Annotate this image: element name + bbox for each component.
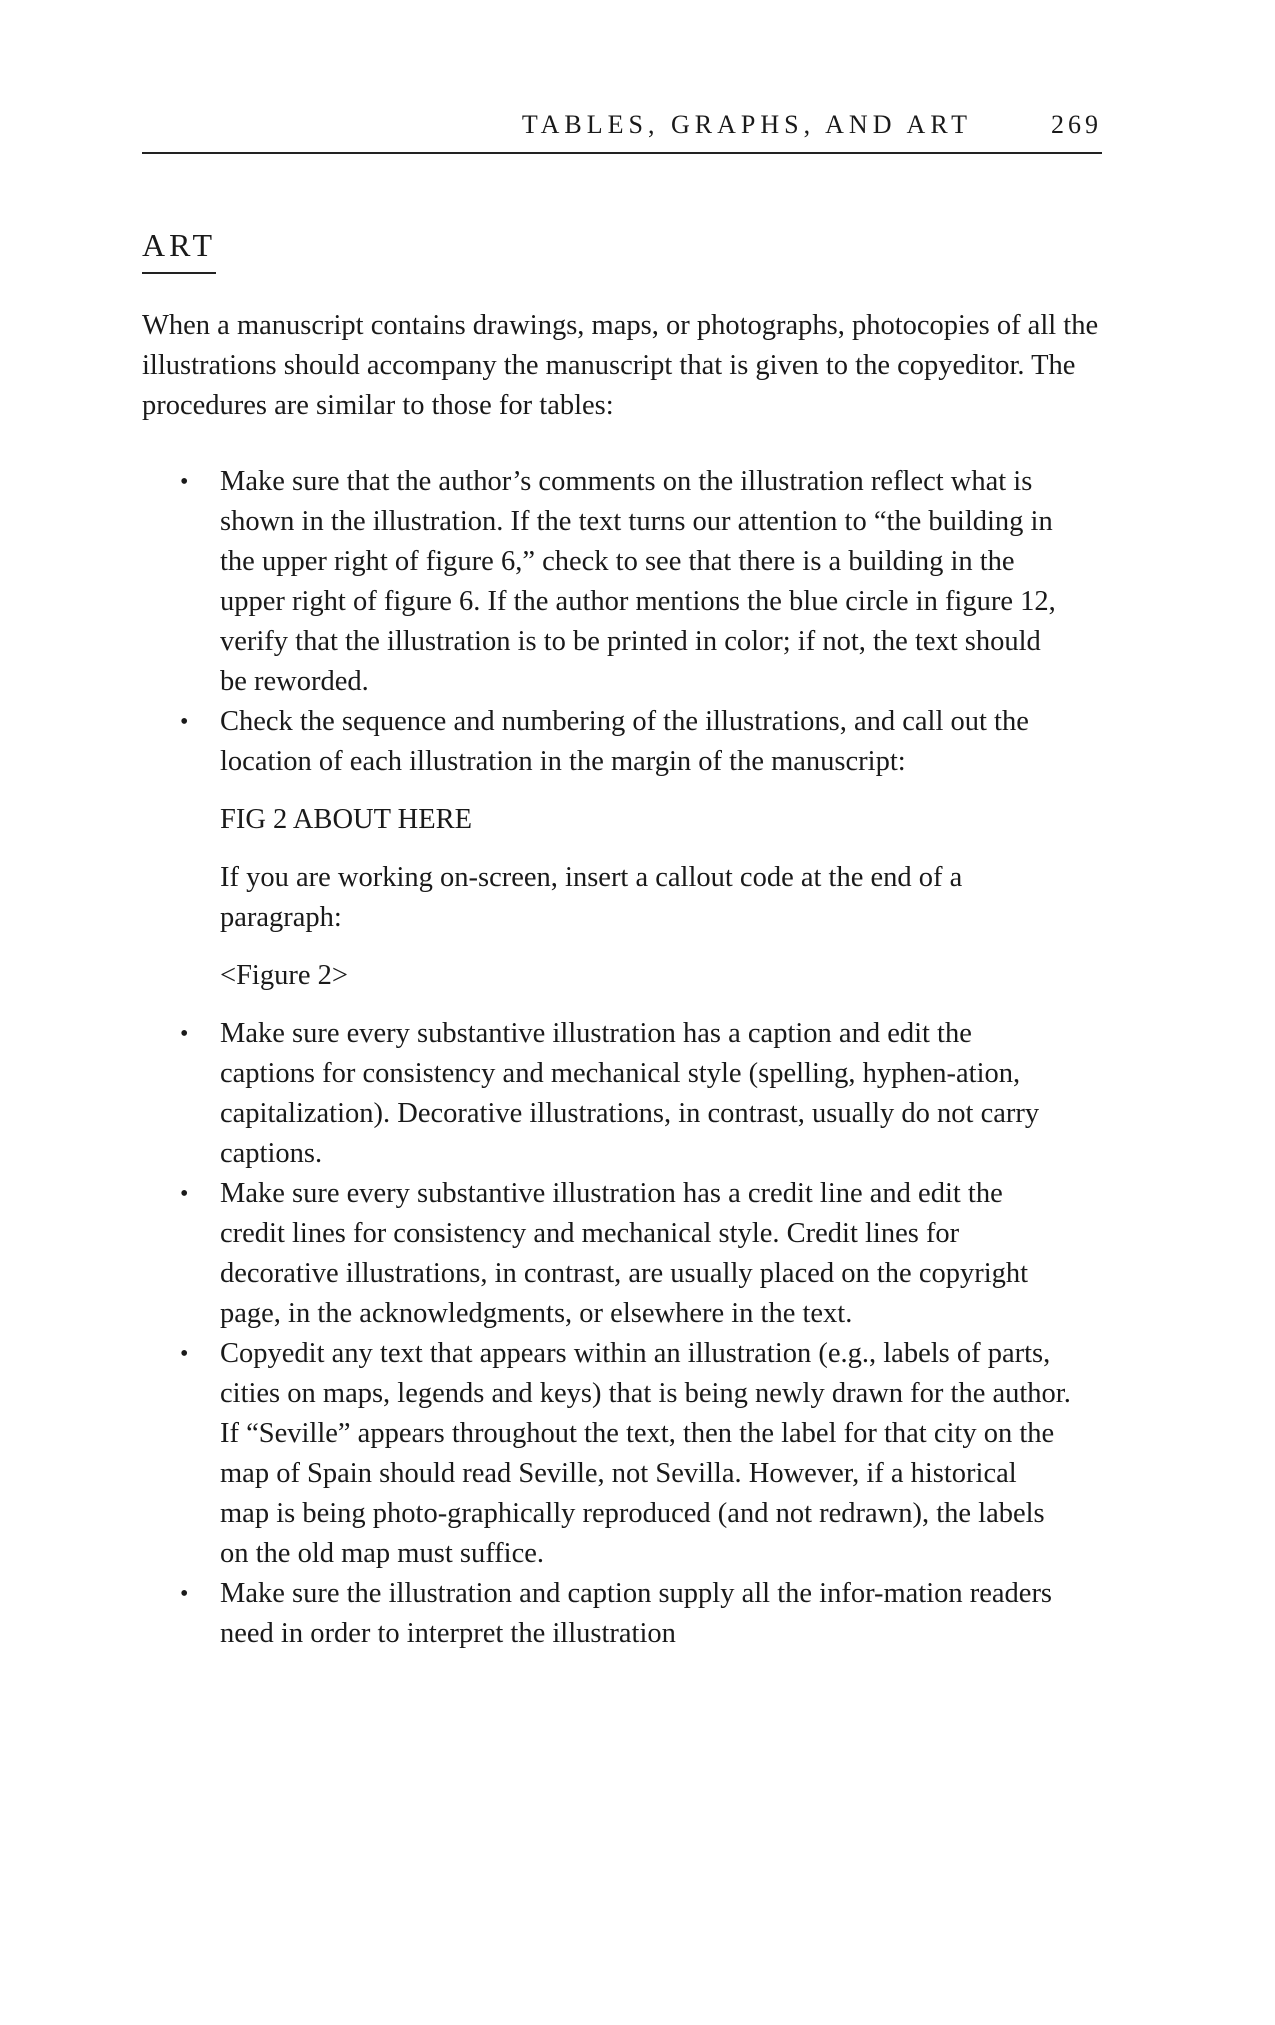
onscreen-note: If you are working on-screen, insert a callout code at the end of a paragraph:	[220, 862, 963, 933]
page-number: 269	[1051, 110, 1102, 139]
running-title: TABLES, GRAPHS, AND ART	[521, 110, 972, 139]
list-item-text: Make sure that the author’s comments on the illustration reflect what is shown in the illustration. If the text turns our attention to “the building in the upper right of figure 6,” check to see that there is a building in the upper right of figure 6. If the author mentions the blue circle in figure 12, verify that the illustration is to be printed in color; if not, the text should be reworded.	[220, 466, 1056, 697]
list-item	[142, 462, 1102, 702]
list-item-text: Make sure every substantive illustration has a credit line and edit the credit lines for consistency and mechanical style. Credit lines for decorative illustrations, in contrast, are usually placed on the copyright page, in the acknowledgments, or elsewhere in the text.	[220, 1178, 1029, 1329]
callout-example: FIG 2 ABOUT HERE	[220, 804, 473, 835]
list-item	[142, 1014, 1102, 1174]
bullet-icon: •	[180, 709, 189, 735]
list-item-text: Copyedit any text that appears within an illustration (e.g., labels of parts, cities on maps, legends and keys) that is being newly drawn for the author. If “Seville” appears throughout the text, then the label for that city on the map of Spain should read Seville, not Sevilla. However, if a historical map is being photo-graphically reproduced (and not redrawn), the labels on the old map must suffice.	[220, 1338, 1071, 1569]
bullet-list	[142, 462, 1102, 1654]
bullet-icon: •	[180, 1021, 189, 1047]
list-item-text: Check the sequence and numbering of the illustrations, and call out the location of each illustration in the margin of the manuscript:	[220, 706, 1029, 777]
running-head	[142, 110, 1102, 154]
list-item-text: Make sure the illustration and caption supply all the infor-mation readers need in order to interpret the illustration	[220, 1578, 1053, 1649]
callout-code-example: <Figure 2>	[220, 960, 348, 991]
list-item	[142, 1174, 1102, 1334]
bullet-icon: •	[180, 1181, 189, 1207]
list-item	[142, 1574, 1102, 1654]
section-heading: ART	[142, 226, 216, 274]
list-item	[142, 1334, 1102, 1574]
list-item-text: Make sure every substantive illustration has a caption and edit the captions for consistency and mechanical style (spelling, hyphen-ation, capitalization). Decorative illustrations, in contrast, usually do not carry captions.	[220, 1018, 1040, 1169]
bullet-icon: •	[180, 469, 189, 495]
intro-paragraph: When a manuscript contains drawings, maps, or photographs, photocopies of all the illustrations should accompany the manuscript that is given to the copyeditor. The procedures are similar to those for tables:	[142, 310, 1099, 421]
bullet-icon: •	[180, 1341, 189, 1367]
list-item	[142, 702, 1102, 996]
bullet-icon: •	[180, 1581, 189, 1607]
